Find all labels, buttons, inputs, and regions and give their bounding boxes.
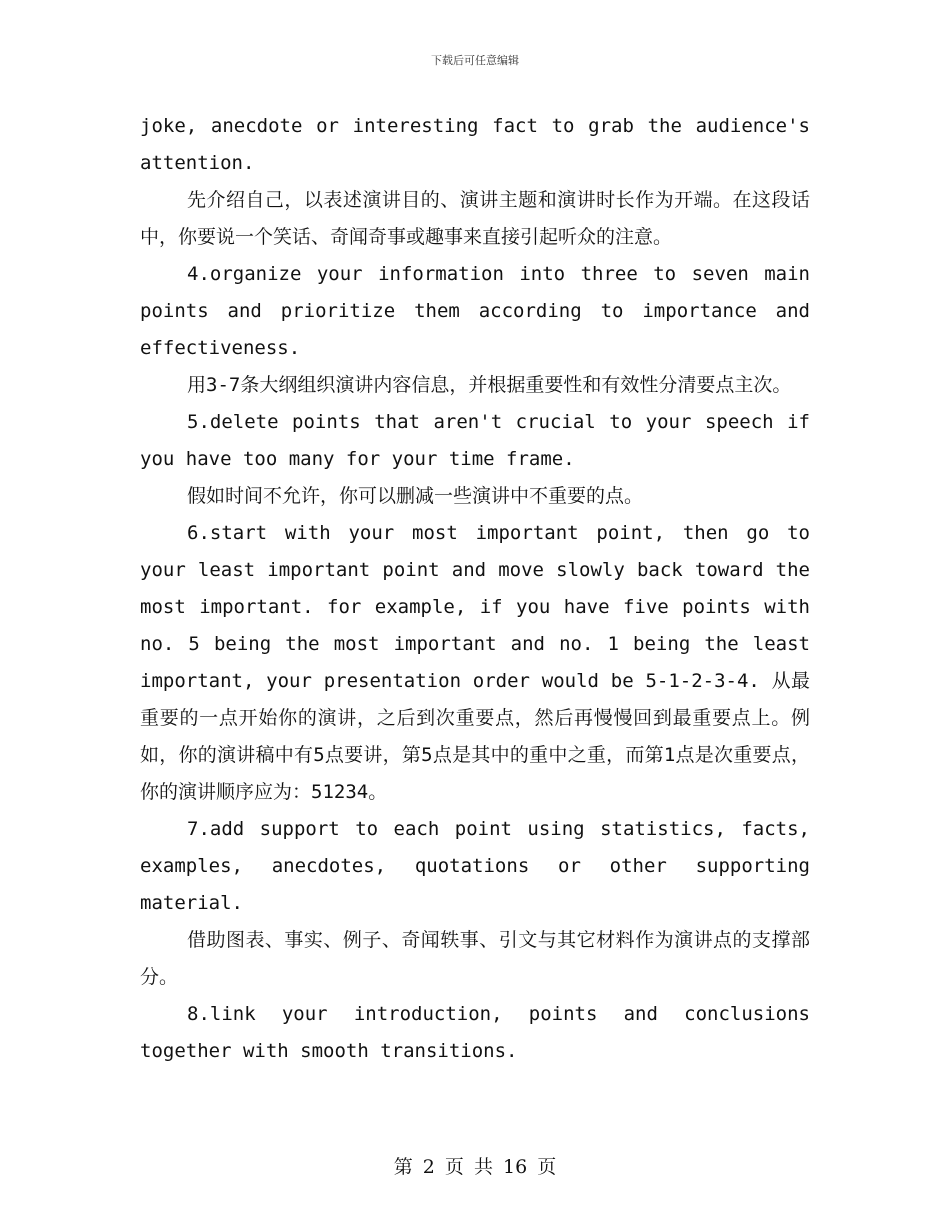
page-header: 下载后可任意编辑 xyxy=(431,54,519,67)
paragraph: 假如时间不允许，你可以删减一些演讲中不重要的点。 xyxy=(187,485,644,507)
page-number: 第 2 页 共 16 页 xyxy=(393,1156,557,1178)
paragraph: 用3-7条大纲组织演讲内容信息，并根据重要性和有效性分清要点主次。 xyxy=(187,374,792,396)
paragraph: 5.delete points that aren't crucial to your speech if you have too many for your time frame. xyxy=(140,411,810,470)
paragraph: 7.add support to each point using statistics, facts, examples, anecdotes, quotations or other supporting material. xyxy=(140,818,810,914)
paragraph: 先介绍自己，以表述演讲目的、演讲主题和演讲时长作为开端。在这段话中，你要说一个笑话、奇闻奇事或趣事来直接引起听众的注意。 xyxy=(140,189,810,248)
paragraph: 借助图表、事实、例子、奇闻轶事、引文与其它材料作为演讲点的支撑部分。 xyxy=(140,929,810,988)
paragraph: 6.start with your most important point, then go to your least important point and move slowly back toward the most important. for example, if you have five points with no. 5 being the most important and no. 1 being the least important, your presentation order would be 5-1-2-3-4. 从最重要的一点开始你的演讲，之后到次重要点，然后再慢慢回到最重要点上。例如，你的演讲稿中有5点要讲，第5点是其中的重中之重，而第1点是次重要点，你的演讲顺序应为：51234。 xyxy=(140,522,810,803)
paragraph: joke, anecdote or interesting fact to grab the audience's attention. xyxy=(140,115,810,174)
document-body xyxy=(140,108,810,1070)
paragraph: 4.organize your information into three to seven main points and prioritize them according to importance and effectiveness. xyxy=(140,263,810,359)
paragraph: 8.link your introduction, points and conclusions together with smooth transitions. xyxy=(140,1003,810,1062)
